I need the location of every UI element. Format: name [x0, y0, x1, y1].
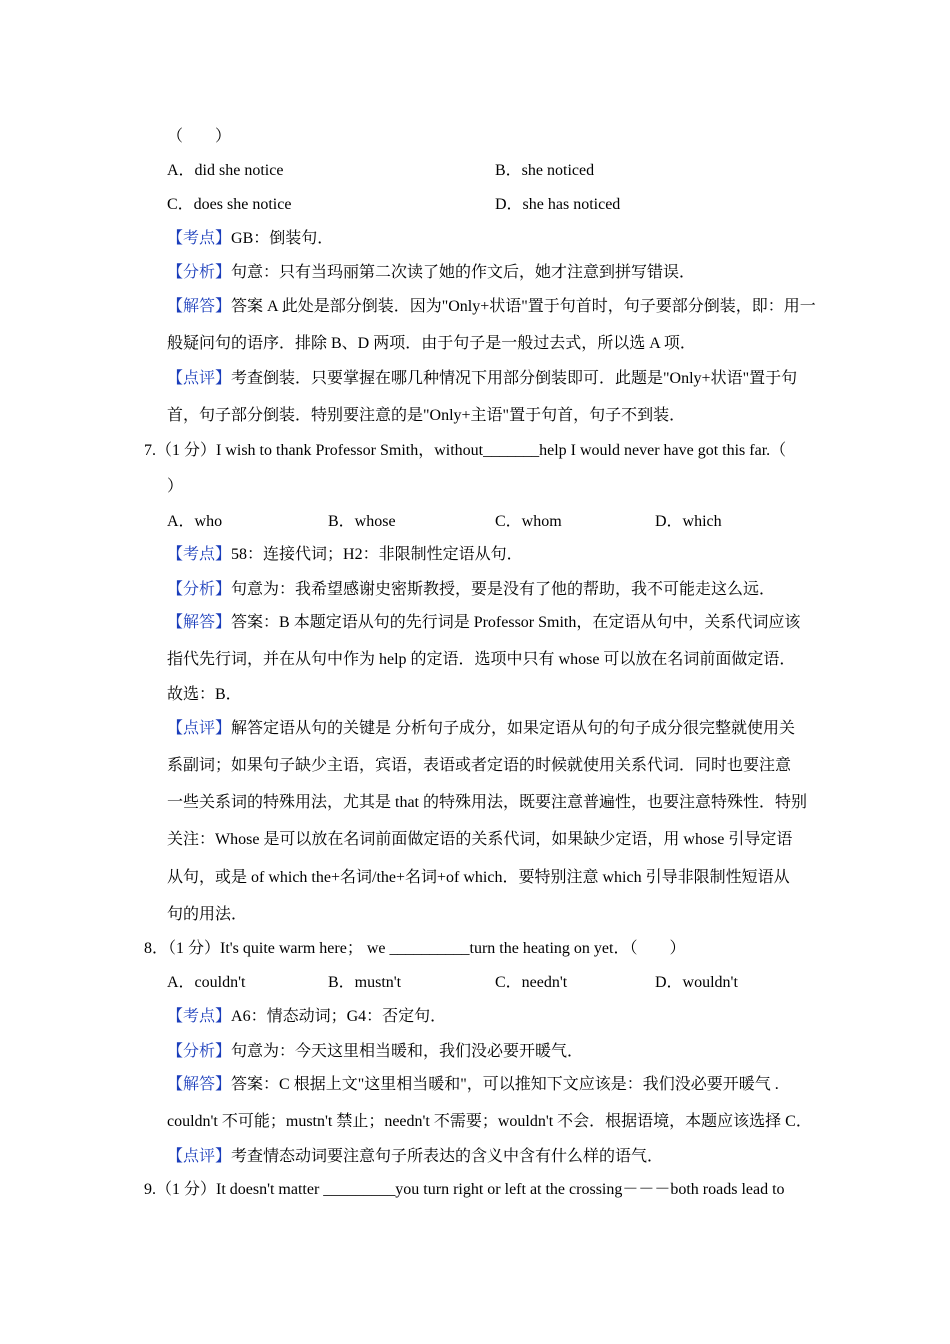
- q8-stem: 8．（1 分）It's quite warm here； we __________turn the heating on yet．（ ）: [144, 940, 686, 957]
- q8-option-a: A．couldn't: [167, 974, 246, 991]
- q7-fenxi: [167, 580, 775, 600]
- q6-dianping-cont: 首，句子部分倒装．特别要注意的是"Only+主语"置于句首，句子不到装．: [167, 407, 686, 424]
- dianping-text: 考查情态动词要注意句子所表达的含义中含有什么样的语气．: [231, 1148, 664, 1165]
- jieda-tag: 【解答】: [167, 298, 232, 315]
- jieda-text-1: 答案：B 本题定语从句的先行词是 Professor Smith，在定语从句中，关系代词应该: [231, 614, 801, 631]
- jieda-tag: 【解答】: [167, 1076, 232, 1093]
- q6-kaodian: [167, 229, 333, 249]
- fenxi-tag: 【分析】: [167, 264, 232, 281]
- q6-option-a: A．did she notice: [167, 162, 284, 179]
- q6-dianping: [167, 369, 797, 389]
- kaodian-tag: 【考点】: [167, 230, 232, 247]
- q8-kaodian: [167, 1007, 446, 1027]
- kaodian-tag: 【考点】: [167, 546, 232, 563]
- q7-jieda-cont-2: 故选：B．: [167, 686, 242, 703]
- jieda-text-1: 答案：C 根据上文"这里相当暖和"，可以推知下文应该是：我们没必要开暖气 .: [231, 1076, 779, 1093]
- q6-answer-paren: （ ）: [167, 128, 232, 145]
- jieda-text-1: 答案 A 此处是部分倒装．因为"Only+状语"置于句首时，句子要部分倒装，即：用一: [231, 298, 816, 315]
- q7-option-c: C．whom: [495, 513, 562, 530]
- q8-dianping: [167, 1147, 663, 1167]
- fenxi-text: 句意为：我希望感谢史密斯教授，要是没有了他的帮助，我不可能走这么远．: [231, 581, 776, 598]
- q7-dianping: [167, 719, 795, 739]
- q7-dianping-cont-2: 一些关系词的特殊用法，尤其是 that 的特殊用法，既要注意普遍性，也要注意特殊性．特别: [167, 794, 807, 811]
- dianping-text-1: 考查倒装．只要掌握在哪几种情况下用部分倒装即可．此题是"Only+状语"置于句: [231, 370, 798, 387]
- dianping-tag: 【点评】: [167, 1148, 232, 1165]
- q7-stem: 7.（1 分）I wish to thank Professor Smith，without_______help I would never have got this far.（: [144, 442, 787, 459]
- dianping-tag: 【点评】: [167, 370, 232, 387]
- q7-kaodian: [167, 545, 523, 565]
- q7-jieda-cont-1: 指代先行词，并在从句中作为 help 的定语．选项中只有 whose 可以放在名词前面做定语．: [167, 651, 796, 668]
- q9-stem: 9.（1 分）It doesn't matter _________you turn right or left at the crossing－－－both roads lead to: [144, 1181, 785, 1198]
- dianping-tag: 【点评】: [167, 720, 232, 737]
- q6-fenxi: [167, 263, 695, 283]
- q7-stem-cont: ）: [167, 478, 184, 495]
- q7-dianping-cont-4: 从句，或是 of which the+名词/the+名词+of which．要特别注意 which 引导非限制性短语从: [167, 869, 790, 886]
- kaodian-text: GB：倒装句．: [231, 230, 334, 247]
- q8-jieda: [167, 1075, 779, 1095]
- q6-jieda-cont: 般疑问句的语序．排除 B、D 两项．由于句子是一般过去式，所以选 A 项．: [167, 335, 696, 352]
- q6-option-c: C．does she notice: [167, 196, 292, 213]
- q8-option-b: B．mustn't: [328, 974, 402, 991]
- q7-option-b: B．whose: [328, 513, 396, 530]
- fenxi-tag: 【分析】: [167, 1043, 232, 1060]
- dianping-text-1: 解答定语从句的关键是 分析句子成分，如果定语从句的句子成分很完整就使用关: [231, 720, 796, 737]
- fenxi-text: 句意：只有当玛丽第二次读了她的作文后，她才注意到拼写错误．: [231, 264, 696, 281]
- q6-jieda: [167, 297, 816, 317]
- q7-dianping-cont-1: 系副词；如果句子缺少主语，宾语，表语或者定语的时候就使用关系代词．同时也要注意: [167, 757, 792, 774]
- kaodian-text: 58：连接代词；H2：非限制性定语从句．: [231, 546, 523, 563]
- q7-option-a: A．who: [167, 513, 223, 530]
- q7-option-d: D．which: [655, 513, 722, 530]
- kaodian-tag: 【考点】: [167, 1008, 232, 1025]
- q8-fenxi: [167, 1042, 583, 1062]
- q8-jieda-cont: couldn't 不可能；mustn't 禁止；needn't 不需要；wouldn't 不会．根据语境，本题应该选择 C．: [167, 1113, 812, 1130]
- q7-dianping-cont-3: 关注：Whose 是可以放在名词前面做定语的关系代词，如果缺少定语，用 whose 引导定语: [167, 831, 793, 848]
- q6-option-b: B．she noticed: [495, 162, 595, 179]
- q7-jieda: [167, 613, 800, 633]
- q8-option-c: C．needn't: [495, 974, 568, 991]
- kaodian-text: A6：情态动词；G4：否定句．: [231, 1008, 447, 1025]
- fenxi-text: 句意为：今天这里相当暖和，我们没必要开暖气．: [231, 1043, 584, 1060]
- q7-dianping-cont-5: 句的用法．: [167, 906, 248, 923]
- fenxi-tag: 【分析】: [167, 581, 232, 598]
- q6-option-d: D．she has noticed: [495, 196, 621, 213]
- q8-option-d: D．wouldn't: [655, 974, 738, 991]
- jieda-tag: 【解答】: [167, 614, 232, 631]
